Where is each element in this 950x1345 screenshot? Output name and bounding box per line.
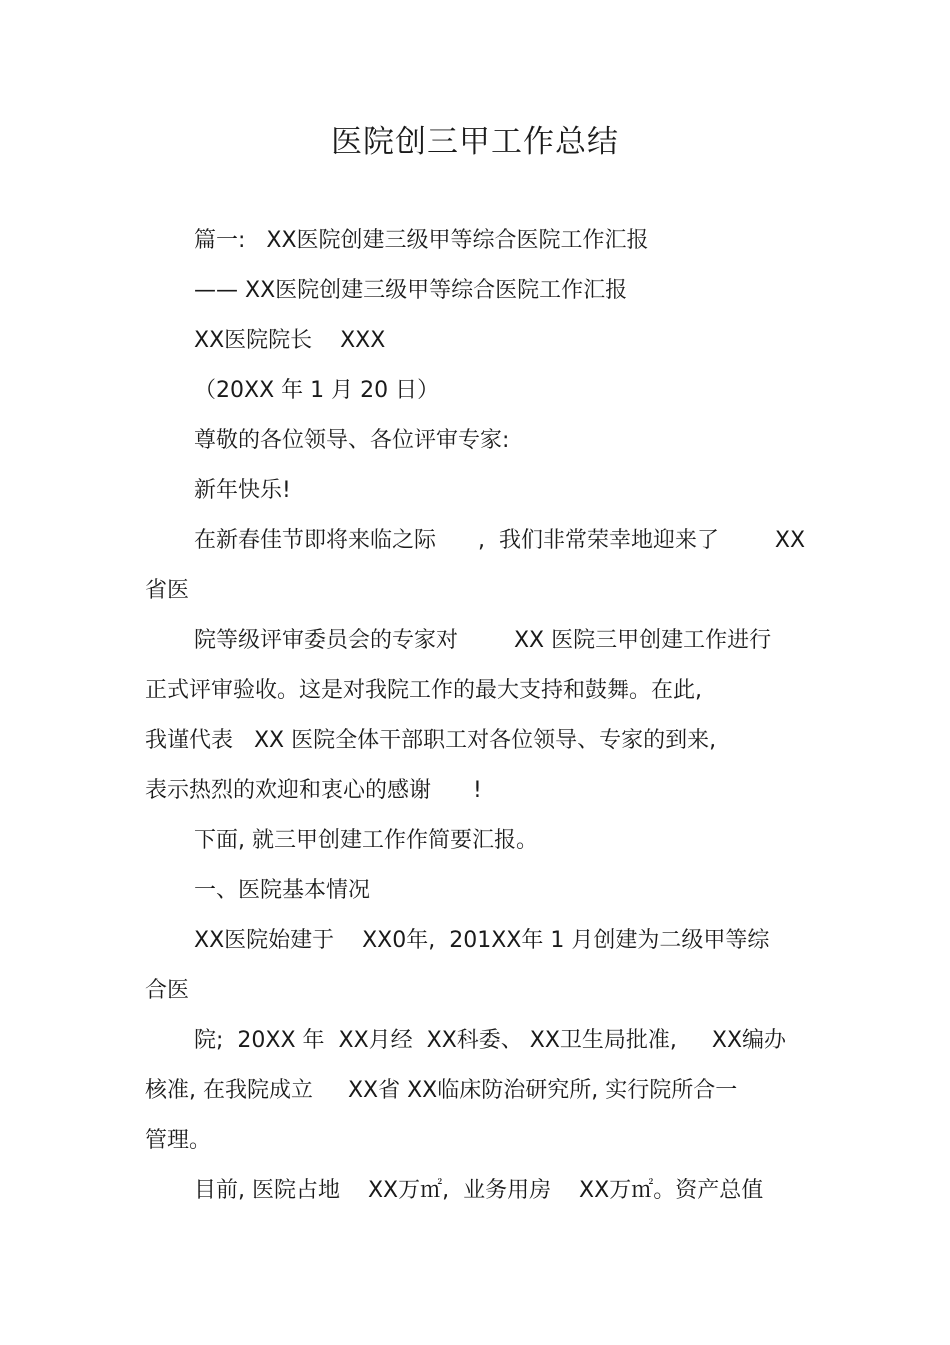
text-line-15: XX医院始建于 XX0年, 201XX年 1 月创建为二级甲等综 — [194, 928, 770, 953]
text-line-12: 表示热烈的欢迎和衷心的感谢 ! — [145, 778, 482, 803]
text-line-19: 管理。 — [145, 1128, 212, 1153]
text-line-8: 省医 — [145, 578, 190, 603]
text-line-4: （20XX 年 1 月 20 日） — [194, 378, 440, 403]
text-line-3: XX医院院长 XXX — [194, 328, 386, 353]
text-line-5: 尊敬的各位领导、各位评审专家: — [194, 428, 510, 453]
text-line-20: 目前, 医院占地 XX万㎡, 业务用房 XX万㎡。资产总值 — [194, 1178, 764, 1203]
text-line-16: 合医 — [145, 978, 190, 1003]
text-line-14: 一、医院基本情况 — [194, 878, 371, 903]
text-line-6: 新年快乐! — [194, 478, 291, 503]
text-line-2: —— XX医院创建三级甲等综合医院工作汇报 — [194, 278, 628, 303]
text-line-9: 院等级评审委员会的专家对 XX 医院三甲创建工作进行 — [194, 628, 772, 653]
text-line-11: 我谨代表 XX 医院全体干部职工对各位领导、专家的到来, — [145, 728, 717, 753]
document-title: 医院创三甲工作总结 — [331, 124, 619, 160]
text-line-7: 在新春佳节即将来临之际 , 我们非常荣幸地迎来了 XX — [194, 528, 806, 553]
text-line-18: 核准, 在我院成立 XX省 XX临床防治研究所, 实行院所合一 — [145, 1078, 738, 1103]
text-line-13: 下面, 就三甲创建工作作简要汇报。 — [194, 828, 538, 853]
text-line-1: 篇一: XX医院创建三级甲等综合医院工作汇报 — [194, 228, 649, 253]
text-line-17: 院; 20XX 年 XX月经 XX科委、 XX卫生局批准, XX编办 — [194, 1028, 787, 1053]
text-line-10: 正式评审验收。这是对我院工作的最大支持和鼓舞。在此, — [145, 678, 702, 703]
